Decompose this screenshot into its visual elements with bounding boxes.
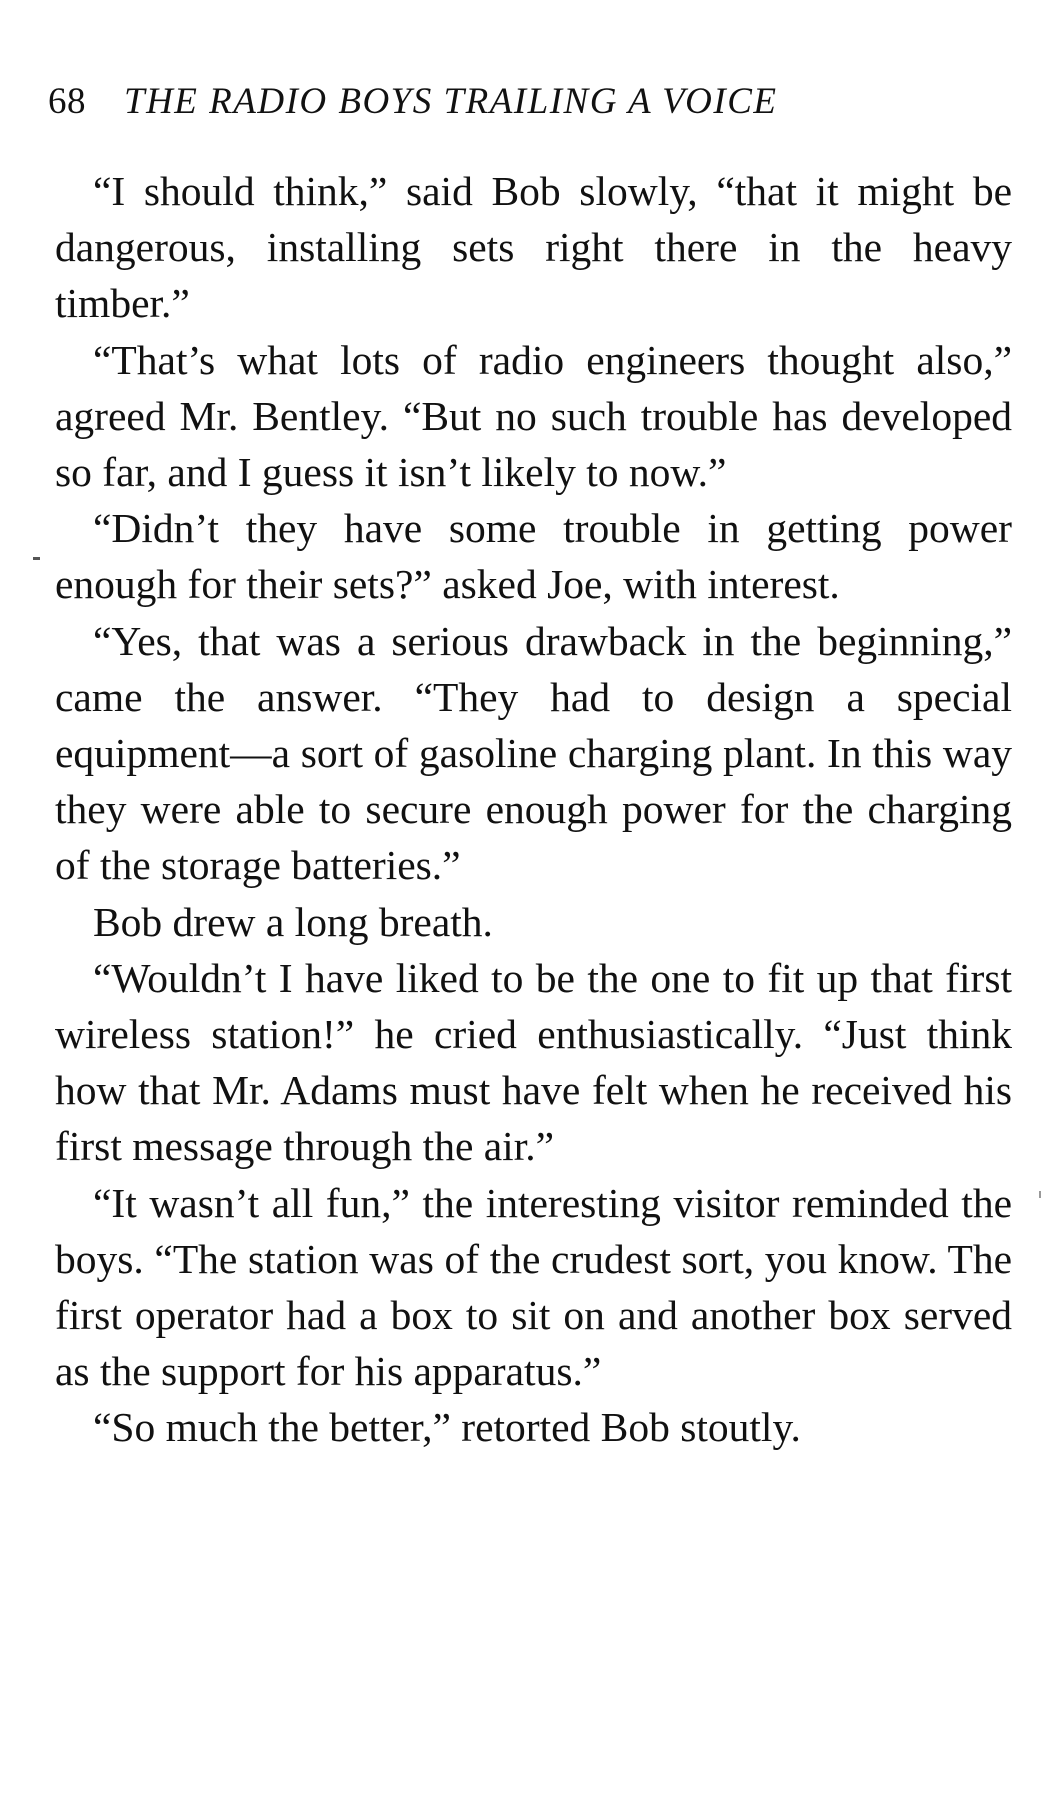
page-number: 68	[48, 81, 86, 122]
running-title: THE RADIO BOYS TRAILING A VOICE	[124, 81, 778, 122]
margin-mark	[1039, 1191, 1041, 1198]
paragraph: “Yes, that was a serious drawback in the beginning,” came the answer. “They had to design a special equipment—a sort of gasoline charging plant. In this way they were able to secure enough power for the charging of the storage batteries.”	[55, 617, 1012, 889]
paragraph: “It wasn’t all fun,” the interesting visitor reminded the boys. “The station was of the crudest sort, you know. The first operator had a box to sit on and another box served as the support for his apparatus.”	[55, 1179, 1012, 1395]
paragraph: “I should think,” said Bob slowly, “that it might be dangerous, installing sets right there in the heavy timber.”	[55, 168, 1012, 327]
paragraph: Bob drew a long breath.	[93, 898, 493, 945]
paragraph: “That’s what lots of radio engineers thought also,” agreed Mr. Bentley. “But no such trouble has developed so far, and I guess it isn’t likely to now.”	[55, 336, 1012, 496]
margin-mark	[33, 557, 40, 560]
body-text	[55, 163, 1012, 1456]
paragraph: “Didn’t they have some trouble in getting power enough for their sets?” asked Joe, with interest.	[55, 505, 1012, 608]
page-header	[48, 82, 778, 122]
paragraph: “Wouldn’t I have liked to be the one to fit up that first wireless station!” he cried enthusiastically. “Just think how that Mr. Adams must have felt when he received his first message through the air.”	[55, 954, 1012, 1170]
paragraph: “So much the better,” retorted Bob stoutly.	[93, 1404, 801, 1451]
